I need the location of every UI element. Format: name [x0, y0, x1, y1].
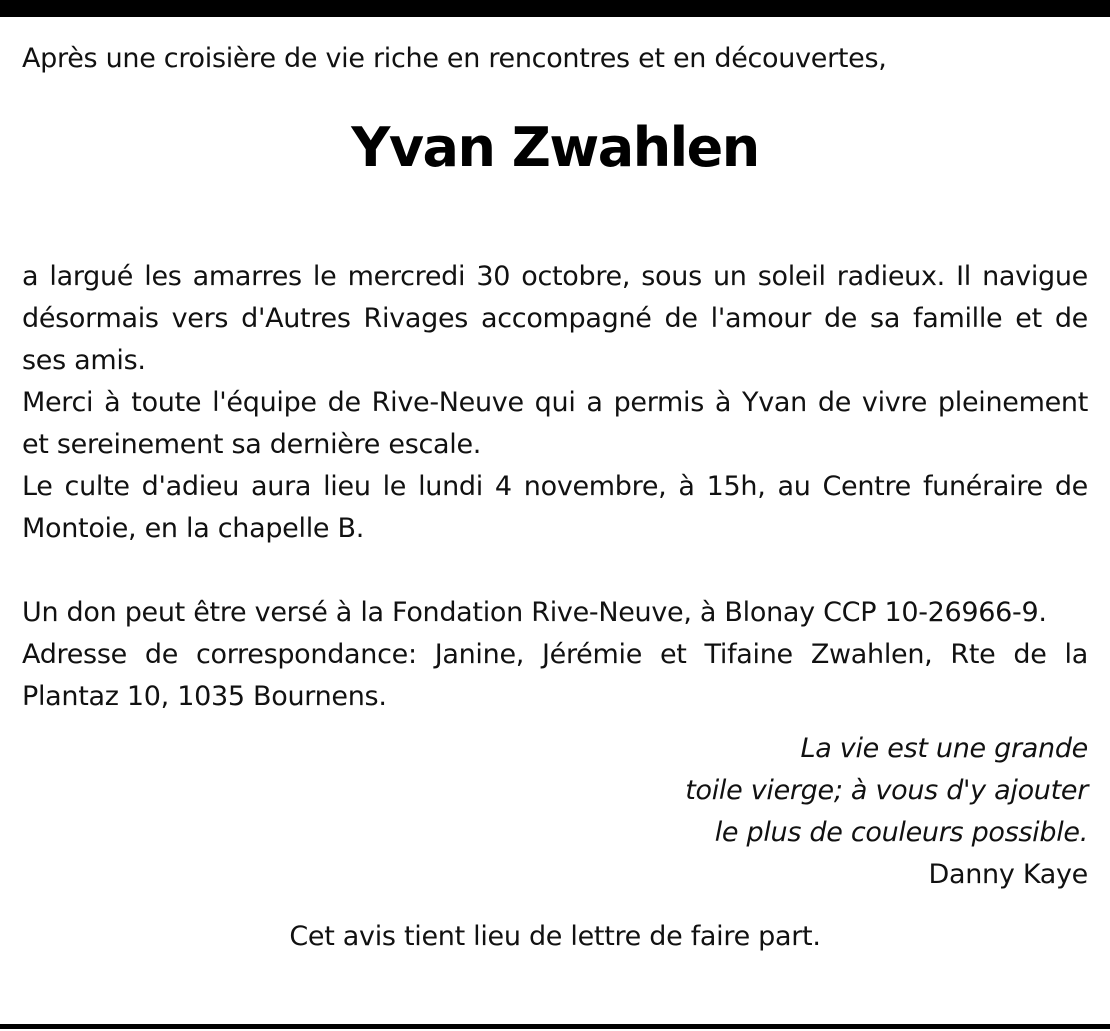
donation-paragraph: Un don peut être versé à la Fondation Rive-Neuve, à Blonay CCP 10-26966-9.: [22, 597, 1047, 628]
paragraph-spacer: [22, 550, 1088, 592]
obituary-notice: [22, 38, 1088, 985]
quote-line: toile vierge; à vous d'y ajouter: [685, 775, 1088, 806]
service-paragraph: Le culte d'adieu aura lieu le lundi 4 novembre, à 15h, au Centre funéraire de Montoie, en la chapelle B.: [22, 471, 1088, 544]
notice-body: [22, 256, 1088, 718]
quote-author: Danny Kaye: [928, 859, 1088, 890]
intro-line: Après une croisière de vie riche en rencontres et en découvertes,: [22, 43, 887, 74]
quote-line: le plus de couleurs possible.: [714, 817, 1088, 848]
thanks-paragraph: Merci à toute l'équipe de Rive-Neuve qui a permis à Yvan de vivre pleinement et sereinement sa dernière escale.: [22, 387, 1088, 460]
quote-line: La vie est une grande: [800, 733, 1088, 764]
quote-block: [22, 728, 1088, 896]
deceased-name: Yvan Zwahlen: [351, 116, 759, 179]
closing-note: Cet avis tient lieu de lettre de faire part.: [289, 921, 821, 952]
announcement-paragraph: a largué les amarres le mercredi 30 octobre, sous un soleil radieux. Il navigue désormais vers d'Autres Rivages accompagné de l'amour de sa famille et de ses amis.: [22, 261, 1088, 376]
top-border-rule: [0, 0, 1110, 17]
address-paragraph: Adresse de correspondance: Janine, Jérémie et Tifaine Zwahlen, Rte de la Plantaz 10, 1035 Bournens.: [22, 639, 1088, 712]
bottom-border-rule: [0, 1024, 1110, 1029]
